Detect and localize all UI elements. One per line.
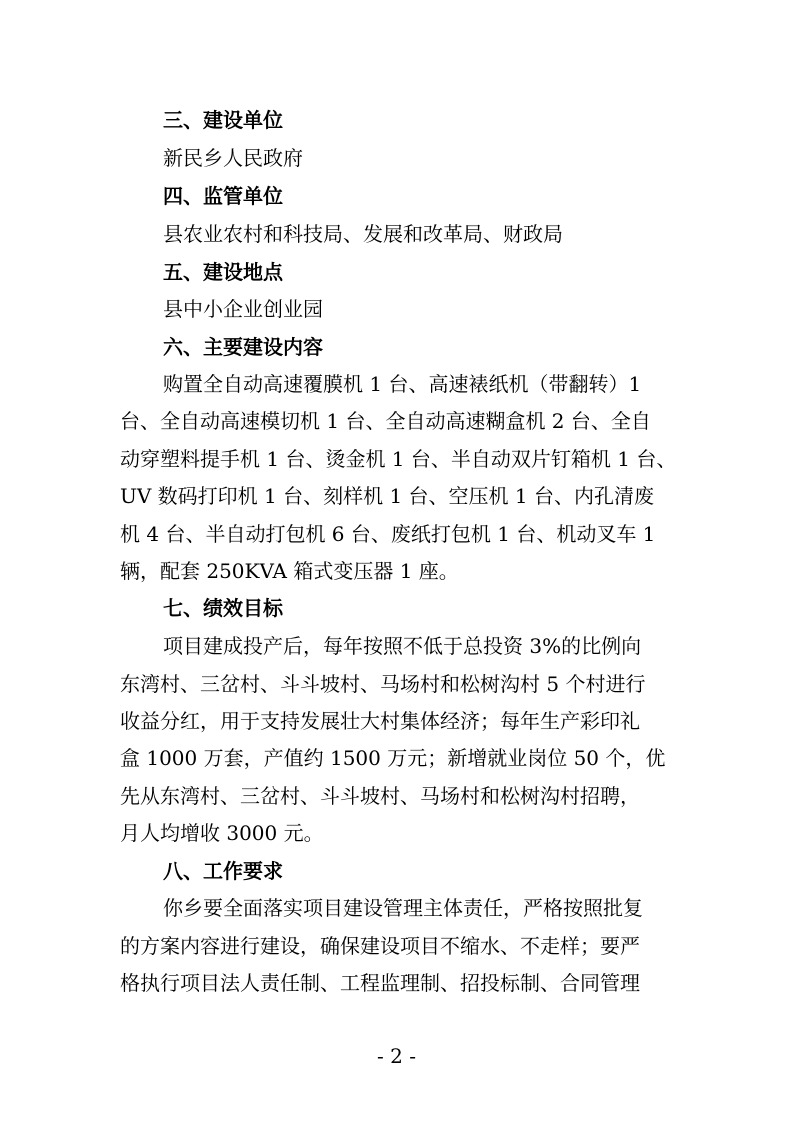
section-heading-work-requirements: 八、工作要求 (163, 859, 283, 883)
section-line: 东湾村、三岔村、斗斗坡村、马场村和松树沟村 5 个村进行 (120, 672, 646, 696)
section-line: 县农业农村和科技局、发展和改革局、财政局 (163, 222, 563, 246)
section-line: 县中小企业创业园 (163, 297, 323, 321)
section-line: 的方案内容进行建设，确保建设项目不缩水、不走样；要严 (120, 934, 640, 958)
section-line: 辆，配套 250KVA 箱式变压器 1 座。 (120, 559, 459, 583)
section-heading-supervision-unit: 四、监管单位 (163, 184, 283, 208)
section-heading-main-content: 六、主要建设内容 (163, 335, 323, 359)
section-heading-performance-goals: 七、绩效目标 (163, 596, 283, 620)
section-line: UV 数码打印机 1 台、刻样机 1 台、空压机 1 台、内孔清废 (120, 484, 654, 508)
section-line: 格执行项目法人责任制、工程监理制、招投标制、合同管理 (120, 971, 640, 995)
section-line: 你乡要全面落实项目建设管理主体责任，严格按照批复 (163, 896, 643, 920)
section-line: 新民乡人民政府 (163, 146, 303, 170)
section-line: 购置全自动高速覆膜机 1 台、高速裱纸机（带翻转）1 (163, 372, 642, 396)
section-line: 月人均增收 3000 元。 (120, 821, 324, 845)
section-line: 项目建成投产后，每年按照不低于总投资 3%的比例向 (163, 634, 642, 658)
section-line: 先从东湾村、三岔村、斗斗坡村、马场村和松树沟村招聘， (120, 784, 640, 808)
section-line: 收益分红，用于支持发展壮大村集体经济；每年生产彩印礼 (120, 709, 640, 733)
section-line: 台、全自动高速模切机 1 台、全自动高速糊盒机 2 台、全自 (120, 409, 651, 433)
page-number: - 2 - (377, 1044, 416, 1068)
section-heading-construction-unit: 三、建设单位 (163, 108, 283, 132)
section-line: 机 4 台、半自动打包机 6 台、废纸打包机 1 台、机动叉车 1 (120, 522, 656, 546)
section-line: 盒 1000 万套，产值约 1500 万元；新增就业岗位 50 个，优 (120, 746, 666, 770)
section-line: 动穿塑料提手机 1 台、烫金机 1 台、半自动双片钉箱机 1 台、 (120, 447, 677, 471)
section-heading-construction-site: 五、建设地点 (163, 260, 283, 284)
